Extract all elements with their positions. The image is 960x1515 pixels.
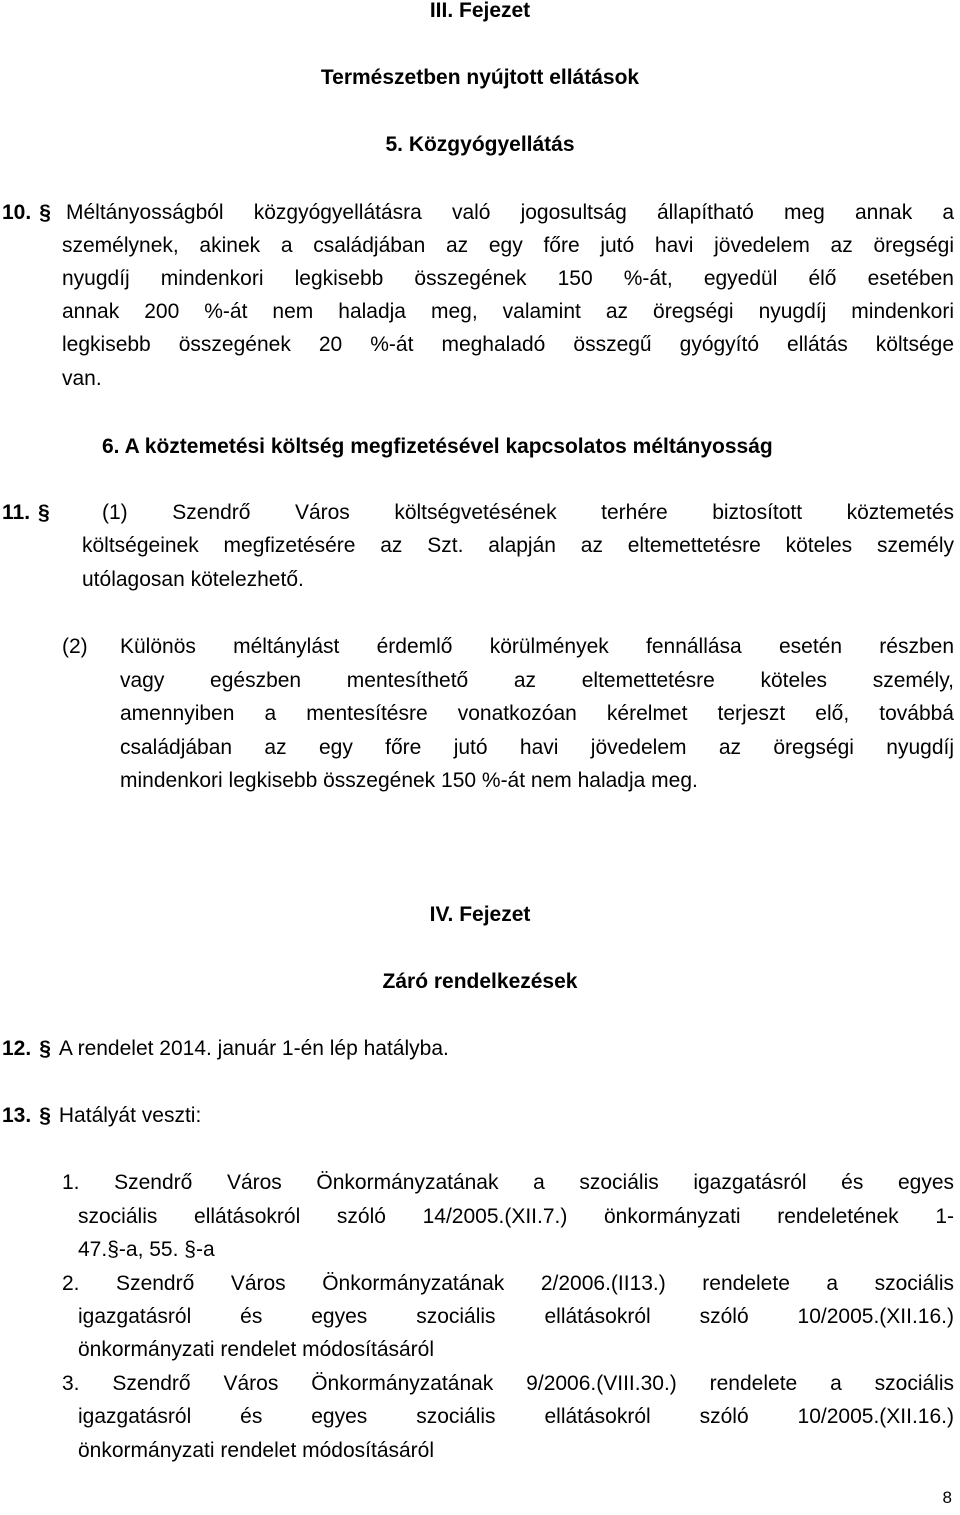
section-heading: 5. Közgyógyellátás: [385, 133, 575, 156]
subparagraph-number: (2): [62, 635, 88, 658]
section-sign-icon: §: [39, 201, 51, 224]
paragraph-number: [2, 200, 59, 226]
paragraph-line: utólagosan kötelezhető.: [82, 568, 304, 591]
paragraph-line: személynek, akinek a családjában az egy főre jutó havi jövedelem az öregségi: [62, 234, 954, 257]
section-sign-icon: §: [107, 1238, 119, 1261]
list-item-line: 2. Szendrő Város Önkormányzatának 2/2006.(II13.) rendelete a szociális: [62, 1272, 954, 1295]
list-item-line: önkormányzati rendelet módosításáról: [78, 1338, 435, 1361]
paragraph-line: (1) Szendrő Város költségvetésének terhére biztosított köztemetés: [102, 501, 954, 524]
section-sign-icon: §: [39, 1104, 51, 1127]
chapter-heading: III. Fejezet: [429, 0, 531, 22]
paragraph-number: [2, 500, 58, 526]
paragraph-13: [2, 1103, 201, 1129]
list-item-line: igazgatásról és egyes szociális ellátásokról szóló 10/2005.(XII.16.): [78, 1305, 954, 1328]
paragraph-line: Méltányosságból közgyógyellátásra való jogosultság állapítható meg annak a: [66, 201, 954, 224]
paragraph-line: Különös méltánylást érdemlő körülmények fennállása esetén részben: [120, 635, 954, 658]
list-item-line: 1. Szendrő Város Önkormányzatának a szociális igazgatásról és egyes: [62, 1171, 954, 1194]
list-item-line: [78, 1237, 215, 1263]
paragraph-number-text: 13.: [2, 1104, 32, 1127]
page-number: 8: [942, 1488, 952, 1507]
chapter-title: Természetben nyújtott ellátások: [320, 66, 640, 89]
section-sign-icon: §: [184, 1238, 196, 1261]
paragraph-line: legkisebb összegének 20 %-át meghaladó összegű gyógyító ellátás költsége: [62, 333, 954, 356]
list-item-line: igazgatásról és egyes szociális ellátásokról szóló 10/2005.(XII.16.): [78, 1405, 954, 1428]
list-item-text: -a, 55.: [118, 1238, 179, 1261]
paragraph-text: Hatályát veszti:: [58, 1104, 202, 1127]
list-item-line: önkormányzati rendelet módosításáról: [78, 1439, 435, 1462]
paragraph-12: [2, 1036, 449, 1062]
section-heading: 6. A köztemetési költség megfizetésével kapcsolatos méltányosság: [102, 435, 773, 458]
paragraph-text: A rendelet 2014. január 1-én lép hatályba.: [58, 1037, 449, 1060]
paragraph-line: családjában az egy főre jutó havi jövedelem az öregségi nyugdíj: [120, 736, 954, 759]
paragraph-line: annak 200 %-át nem haladja meg, valamint az öregségi nyugdíj mindenkori: [62, 300, 954, 323]
paragraph-line: nyugdíj mindenkori legkisebb összegének 150 %-át, egyedül élő esetében: [62, 267, 954, 290]
section-sign-icon: §: [38, 501, 50, 524]
paragraph-number-text: 11.: [2, 501, 31, 524]
list-item-text: -a: [195, 1238, 215, 1261]
paragraph-line: amennyiben a mentesítésre vonatkozóan kérelmet terjeszt elő, továbbá: [120, 702, 954, 725]
section-sign-icon: §: [39, 1037, 51, 1060]
paragraph-line: költségeinek megfizetésére az Szt. alapján az eltemettetésre köteles személy: [82, 534, 954, 557]
list-item-text: 47.: [78, 1238, 108, 1261]
chapter-title: Záró rendelkezések: [382, 970, 578, 993]
paragraph-number-text: 12.: [2, 1037, 32, 1060]
paragraph-line: vagy egészben mentesíthető az eltemettetésre köteles személy,: [120, 669, 954, 692]
list-item-line: 3. Szendrő Város Önkormányzatának 9/2006.(VIII.30.) rendelete a szociális: [62, 1372, 954, 1395]
paragraph-number-text: 10.: [2, 201, 32, 224]
chapter-heading: IV. Fejezet: [429, 903, 531, 926]
paragraph-line: van.: [62, 367, 102, 390]
list-item-line: szociális ellátásokról szóló 14/2005.(XII.7.) önkormányzati rendeletének 1-: [78, 1205, 954, 1228]
paragraph-line: mindenkori legkisebb összegének 150 %-át nem haladja meg.: [120, 769, 698, 792]
